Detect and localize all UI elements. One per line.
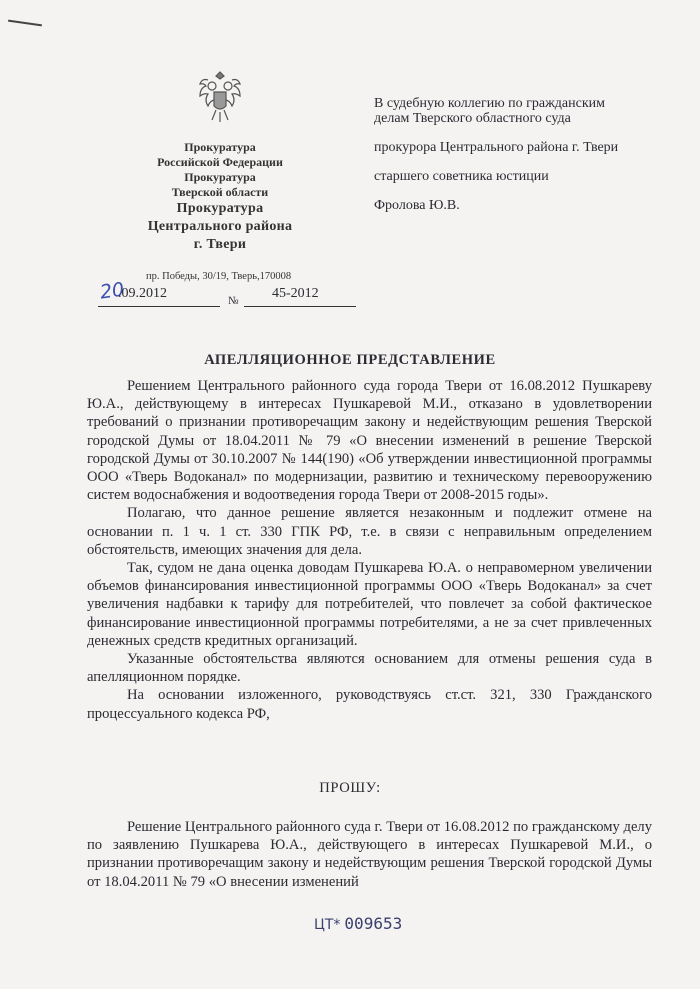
date-handwritten: 20	[98, 278, 126, 304]
document-body	[87, 377, 652, 723]
paragraph: Так, судом не дана оценка доводам Пушкарева Ю.А. о неправомерном увеличении объемов финансирования инвестиционной программы ООО «Тверь Водоканал» за счет увеличения надбавки к тарифу для потребителей, что повлечет за собой фактическое финансирование инвестиционной программы потребителями, а не за счет привлеченных денежных средств кредитных организаций.	[87, 560, 652, 649]
coat-of-arms-icon	[190, 66, 250, 126]
document-title: АПЕЛЛЯЦИОННОЕ ПРЕДСТАВЛЕНИЕ	[204, 352, 496, 368]
request-body	[87, 818, 652, 891]
addressee-to: В судебную коллегию по гражданским делам Тверского областного суда	[374, 96, 605, 126]
serial-number: 009653	[344, 914, 403, 933]
issuer-line: Российской Федерации	[157, 155, 283, 169]
scan-mark	[8, 20, 42, 27]
issuer-address: пр. Победы, 30/19, Тверь,170008	[146, 271, 292, 282]
issuer-line: Прокуратура	[184, 170, 256, 184]
addressee-block	[374, 96, 624, 227]
addressee-rank: старшего советника юстиции	[374, 169, 549, 184]
serial-stamp	[314, 914, 402, 933]
issuer-line: Тверской области	[171, 185, 269, 199]
issuer-line: г. Твери	[193, 237, 247, 252]
addressee-from: прокурора Центрального района г. Твери	[374, 140, 619, 155]
request-heading: ПРОШУ:	[319, 780, 381, 796]
document-number: 45-2012	[272, 286, 319, 301]
date-printed: .09.2012	[118, 286, 167, 301]
issuer-block	[120, 140, 320, 254]
issuer-line: Прокуратура	[176, 201, 264, 216]
paragraph: Указанные обстоятельства являются основанием для отмены решения суда в апелляционном порядке.	[87, 651, 652, 686]
paragraph: На основании изложенного, руководствуясь ст.ст. 321, 330 Гражданского процессуального кодекса РФ,	[87, 687, 652, 722]
issuer-line: Прокуратура	[184, 140, 256, 154]
paragraph: Полагаю, что данное решение является незаконным и подлежит отмене на основании п. 1 ч. 1 ст. 330 ГПК РФ, т.е. в связи с неправильным определением обстоятельств, имеющих значения для дела.	[87, 505, 652, 558]
paragraph: Решением Центрального районного суда города Твери от 16.08.2012 Пушкареву Ю.А., действующему в интересах Пушкаревой М.И., отказано в удовлетворении требований о признании противоречащим закону и недействующим решения Тверской городской Думы от 18.04.2011 № 79 «О внесении изменений в решение Тверской городской Думы от 30.10.2007 № 144(190) «Об утверждении инвестиционной программы ООО «Тверь Водоканал» по модернизации, развитию и техническому перевооружению систем водоснабжения и водоотведения города Твери от 2008-2015 годы».	[87, 378, 652, 504]
paragraph: Решение Центрального районного суда г. Твери от 16.08.2012 по гражданскому делу по заявлению Пушкарева Ю.А., действующего в интересах Пушкаревой М.И., о признании противоречащим закону и недействующим решения Тверской городской Думы от 18.04.2011 № 79 «О внесении изменений	[87, 819, 652, 890]
addressee-name: Фролова Ю.В.	[374, 198, 460, 213]
issuer-line: Центрального района	[147, 219, 293, 234]
serial-series: ЦТ*	[314, 917, 341, 933]
number-sign: №	[228, 295, 239, 307]
